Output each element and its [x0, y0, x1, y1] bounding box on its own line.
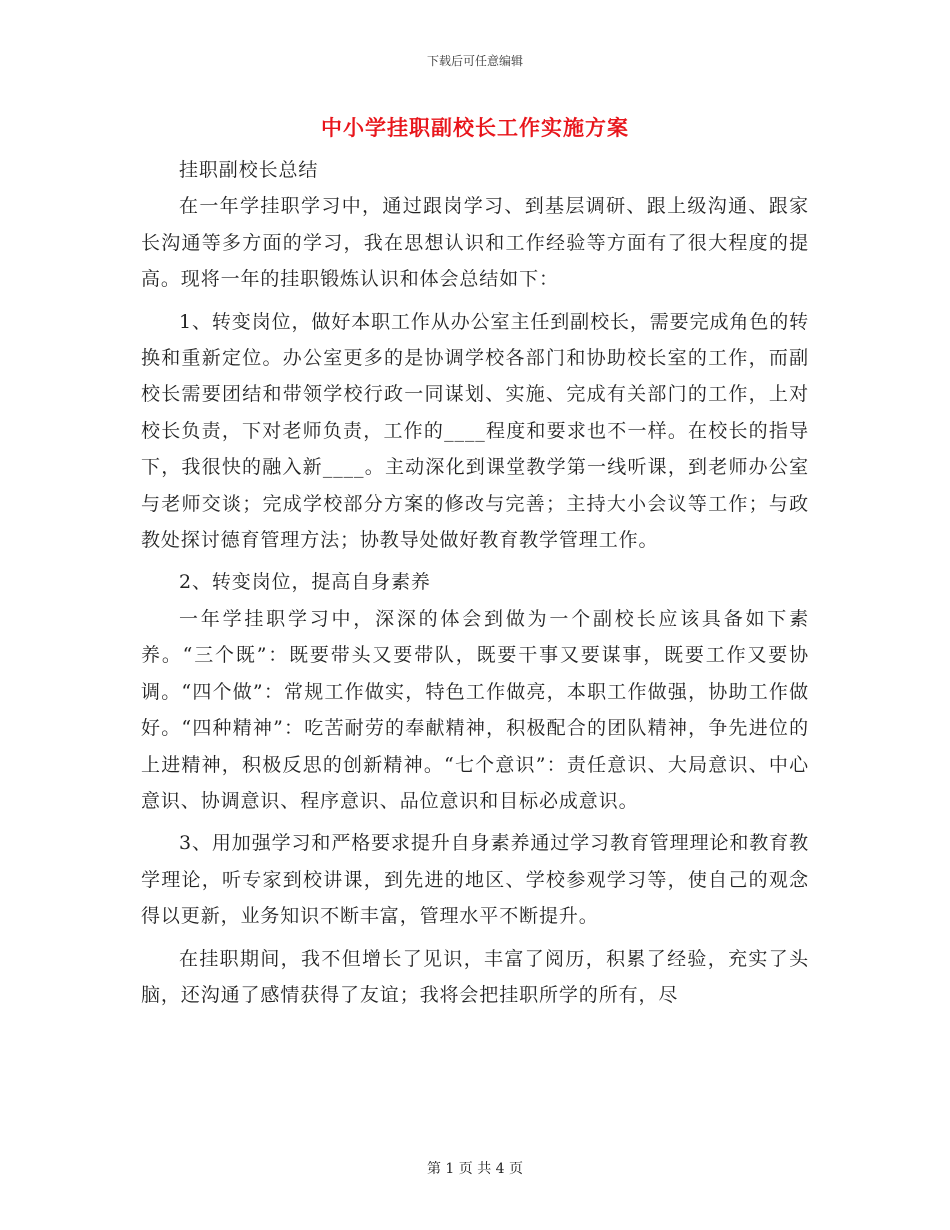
paragraph-point-2-body: 一年学挂职学习中，深深的体会到做为一个副校长应该具备如下素养。“三个既”：既要带头又要带队，既要干事又要谋事，既要工作又要协调。“四个做”：常规工作做实，特色工作做亮，本职工作做强，协助工作做好。“四种精神”：吃苦耐劳的奉献精神，积极配合的团队精神，争先进位的上进精神，积极反思的创新精神。“七个意识”：责任意识、大局意识、中心意识、协调意识、程序意识、品位意识和目标必成意识。 — [141, 607, 809, 812]
paragraph-point-1: 1、转变岗位，做好本职工作从办公室主任到副校长，需要完成角色的转换和重新定位。办公室更多的是协调学校各部门和协助校长室的工作，而副校长需要团结和带领学校行政一同谋划、实施、完成有关部门的工作，上对校长负责，下对老师负责，工作的____程度和要求也不一样。在校长的指导下，我很快的融入新____。主动深化到课堂教学第一线听课，到老师办公室与老师交谈；完成学校部分方案的修改与完善；主持大小会议等工作；与政教处探讨德育管理方法；协教导处做好教育教学管理工作。 — [141, 310, 809, 552]
paragraph-closing: 在挂职期间，我不但增长了见识，丰富了阅历，积累了经验，充实了头脑，还沟通了感情获得了友谊；我将会把挂职所学的所有，尽 — [141, 947, 809, 1006]
paragraph-point-2-heading: 2、转变岗位，提高自身素养 — [179, 571, 431, 594]
paragraph-point-3: 3、用加强学习和严格要求提升自身素养通过学习教育管理理论和教育教学理论，听专家到校讲课，到先进的地区、学校参观学习等，使自己的观念得以更新，业务知识不断丰富，管理水平不断提升。 — [141, 832, 809, 928]
paragraph-subtitle: 挂职副校长总结 — [179, 159, 319, 181]
page-header: 下载后可任意编辑 — [426, 54, 523, 68]
document-title: 中小学挂职副校长工作实施方案 — [321, 115, 629, 140]
paragraph-intro: 在一年学挂职学习中，通过跟岗学习、到基层调研、跟上级沟通、跟家长沟通等多方面的学习，我在思想认识和工作经验等方面有了很大程度的提高。现将一年的挂职锻炼认识和体会总结如下： — [141, 195, 809, 291]
document-body — [141, 152, 809, 1013]
page-footer: 第 1 页 共 4 页 — [426, 1161, 524, 1177]
